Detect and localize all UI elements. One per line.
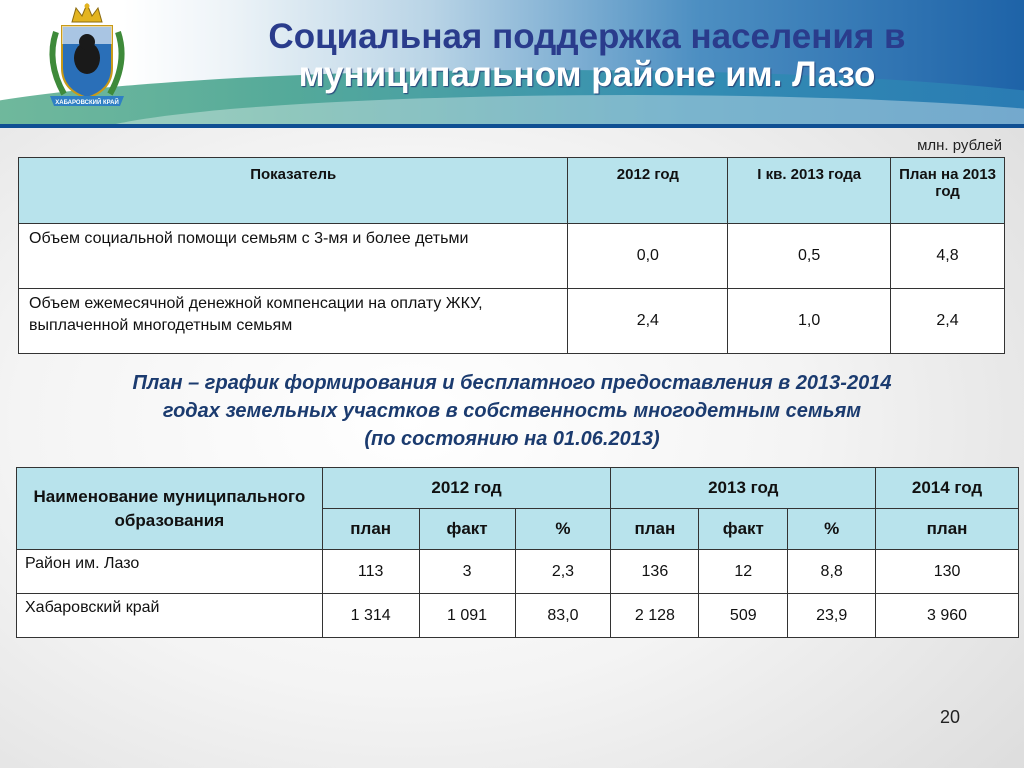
table-cell: 2 128	[611, 594, 699, 638]
column-header-2014: 2014 год	[876, 468, 1019, 509]
cell-q1-2013: 1,0	[728, 289, 891, 354]
table-cell: 509	[699, 594, 788, 638]
cell-2012: 0,0	[568, 224, 728, 289]
subheader-fact: факт	[699, 509, 788, 550]
table-cell: 1 091	[419, 594, 515, 638]
table-cell: 8,8	[788, 550, 876, 594]
row-label: Район им. Лазо	[17, 550, 323, 594]
slide-title	[150, 18, 1024, 94]
row-label: Хабаровский край	[17, 594, 323, 638]
column-header-municipality: Наименование муниципального образования	[17, 468, 323, 550]
title-line-2: муниципальном районе им. Лазо	[298, 55, 876, 94]
table-cell: 136	[611, 550, 699, 594]
row-label: Объем социальной помощи семьям с 3-мя и более детьми	[19, 224, 568, 289]
table-header-row	[19, 158, 1005, 224]
title-line-1: Социальная поддержка населения в	[268, 17, 906, 56]
land-plots-table	[16, 467, 1019, 638]
subheader-fact: факт	[419, 509, 515, 550]
column-header-2012: 2012 год	[322, 468, 611, 509]
subheader-plan: план	[322, 509, 419, 550]
table-header-row	[17, 468, 1019, 509]
column-header-2013: 2013 год	[611, 468, 876, 509]
table-row	[19, 224, 1005, 289]
table-cell: 1 314	[322, 594, 419, 638]
table-row	[17, 550, 1019, 594]
units-label: млн. рублей	[917, 137, 1002, 154]
subheader-plan: план	[611, 509, 699, 550]
table-cell: 3	[419, 550, 515, 594]
cell-plan-2013: 4,8	[891, 224, 1005, 289]
table-cell: 3 960	[876, 594, 1019, 638]
page-number: 20	[940, 707, 961, 727]
social-support-table	[18, 157, 1005, 354]
heading-line-3: (по состоянию на 01.06.2013)	[364, 428, 660, 450]
cell-2012: 2,4	[568, 289, 728, 354]
subheader-plan: план	[876, 509, 1019, 550]
land-plots-heading	[0, 369, 1024, 453]
heading-line-1: План – график формирования и бесплатного предоставления в 2013-2014	[132, 372, 892, 394]
row-label: Объем ежемесячной денежной компенсации на оплату ЖКУ, выплаченной многодетным семьям	[19, 289, 568, 354]
table-cell: 12	[699, 550, 788, 594]
column-header-2012: 2012 год	[568, 158, 728, 224]
table-row	[19, 289, 1005, 354]
column-header-plan-2013: План на 2013 год	[891, 158, 1005, 224]
column-header-q1-2013: I кв. 2013 года	[728, 158, 891, 224]
header-divider	[0, 124, 1024, 128]
table-cell: 23,9	[788, 594, 876, 638]
heading-line-2: годах земельных участков в собственность многодетным семьям	[162, 400, 862, 422]
table-cell: 2,3	[515, 550, 611, 594]
khabarovsk-coat-of-arms-icon	[42, 2, 132, 114]
cell-q1-2013: 0,5	[728, 224, 891, 289]
subheader-percent: %	[788, 509, 876, 550]
table-cell: 130	[876, 550, 1019, 594]
subheader-percent: %	[515, 509, 611, 550]
slide-header	[0, 0, 1024, 128]
column-header-indicator: Показатель	[19, 158, 568, 224]
emblem-caption: ХАБАРОВСКИЙ КРАЙ	[55, 100, 119, 106]
table-cell: 83,0	[515, 594, 611, 638]
table-cell: 113	[322, 550, 419, 594]
cell-plan-2013: 2,4	[891, 289, 1005, 354]
table-row	[17, 594, 1019, 638]
